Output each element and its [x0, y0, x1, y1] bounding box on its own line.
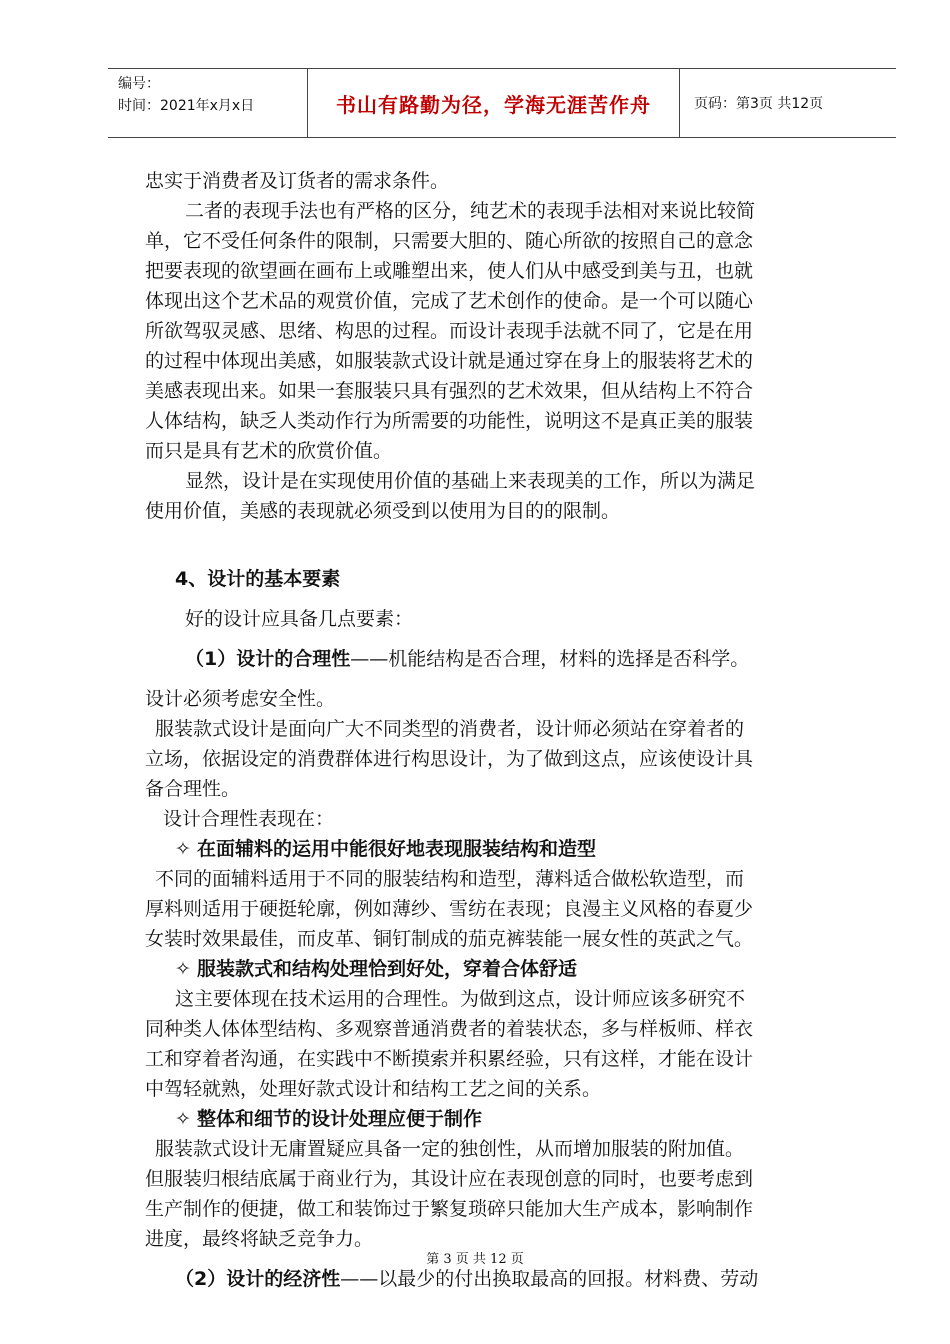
body-line: 而只是具有艺术的欣赏价值。 [145, 440, 393, 462]
item-2-line [145, 1264, 865, 1294]
diamond-bullet-icon: ✧ [175, 958, 191, 980]
body-line: 中驾轻就熟，处理好款式设计和结构工艺之间的关系。 [145, 1078, 602, 1100]
body-line: 忠实于消费者及订货者的需求条件。 [145, 170, 450, 192]
body-line: 所欲驾驭灵感、思绪、构思的过程。而设计表现手法就不同了，它是在用 [145, 320, 754, 342]
header-meta [108, 69, 308, 137]
bullet-text: 整体和细节的设计处理应便于制作 [197, 1108, 483, 1130]
item-1-line [145, 644, 865, 674]
page-footer: 第 3 页 共 12 页 [426, 1252, 524, 1267]
body-line: 不同的面辅料适用于不同的服装结构和造型，薄料适合做松软造型，而 [155, 868, 745, 890]
body-line: 的过程中体现出美感，如服装款式设计就是通过穿在身上的服装将艺术的 [145, 350, 754, 372]
item-1-text: ——机能结构是否合理，材料的选择是否科学。 [350, 648, 750, 670]
body-line: 美感表现出来。如果一套服装只具有强烈的艺术效果，但从结构上不符合 [145, 380, 754, 402]
body-line: 厚料则适用于硬挺轮廓，例如薄纱、雪纺在表现；良漫主义风格的春夏少 [145, 898, 754, 920]
body-line: 服装款式设计是面向广大不同类型的消费者，设计师必须站在穿着者的 [155, 718, 745, 740]
body-line: 进度，最终将缺乏竞争力。 [145, 1228, 374, 1250]
body-line: 好的设计应具备几点要素： [185, 608, 414, 630]
header-motto: 书山有路勤为径，学海无涯苦作舟 [308, 69, 680, 137]
body-line: 女装时效果最佳，而皮革、铜钉制成的茄克裤装能一展女性的英武之气。 [145, 928, 754, 950]
diamond-bullet-icon: ✧ [175, 838, 191, 860]
body-line: 使用价值，美感的表现就必须受到以使用为目的的限制。 [145, 500, 621, 522]
body-line: 二者的表现手法也有严格的区分，纯艺术的表现手法相对来说比较简 [185, 200, 756, 222]
page-header [108, 68, 896, 138]
diamond-bullet-icon: ✧ [175, 1108, 191, 1130]
body-line: 工和穿着者沟通，在实践中不断摸索并积累经验，只有这样，才能在设计 [145, 1048, 754, 1070]
body-line: 这主要体现在技术运用的合理性。为做到这点，设计师应该多研究不 [175, 988, 746, 1010]
body-line: 生产制作的便捷，做工和装饰过于繁复琐碎只能加大生产成本，影响制作 [145, 1198, 754, 1220]
item-2-text: ——以最少的付出换取最高的回报。材料费、劳动 [340, 1268, 759, 1290]
bullet-text: 在面辅料的运用中能很好地表现服装结构和造型 [197, 838, 597, 860]
body-line: 但服装归根结底属于商业行为，其设计应在表现创意的同时，也要考虑到 [145, 1168, 754, 1190]
header-page-info: 页码：第3页 共12页 [694, 96, 824, 112]
bullet-item-1 [145, 834, 865, 864]
body-line: 体现出这个艺术品的观赏价值，完成了艺术创作的使命。是一个可以随心 [145, 290, 754, 312]
time-label: 时间：2021年x月x日 [118, 98, 255, 114]
bullet-text: 服装款式和结构处理恰到好处，穿着合体舒适 [197, 958, 578, 980]
body-line: 同种类人体体型结构、多观察普通消费者的着装状态，多与样板师、样衣 [145, 1018, 754, 1040]
body-line: 人体结构，缺乏人类动作行为所需要的功能性，说明这不是真正美的服装 [145, 410, 754, 432]
item-2-title: （2）设计的经济性 [175, 1268, 341, 1290]
body-line: 设计必须考虑安全性。 [145, 688, 336, 710]
body-line: 把要表现的欲望画在画布上或雕塑出来，使人们从中感受到美与丑，也就 [145, 260, 754, 282]
body-line: 备合理性。 [145, 778, 241, 800]
bullet-item-2 [145, 954, 865, 984]
number-label: 编号： [118, 76, 160, 92]
body-line: 服装款式设计无庸置疑应具备一定的独创性，从而增加服装的附加值。 [155, 1138, 745, 1160]
section-heading: 4、设计的基本要素 [175, 568, 341, 590]
bullet-item-3 [145, 1104, 865, 1134]
body-line: 显然，设计是在实现使用价值的基础上来表现美的工作，所以为满足 [185, 470, 756, 492]
item-1-title: （1）设计的合理性 [185, 648, 351, 670]
body-line: 设计合理性表现在： [163, 808, 335, 830]
document-body [145, 166, 865, 1294]
body-line: 立场，依据设定的消费群体进行构思设计，为了做到这点，应该使设计具 [145, 748, 754, 770]
body-line: 单，它不受任何条件的限制，只需要大胆的、随心所欲的按照自己的意念 [145, 230, 754, 252]
